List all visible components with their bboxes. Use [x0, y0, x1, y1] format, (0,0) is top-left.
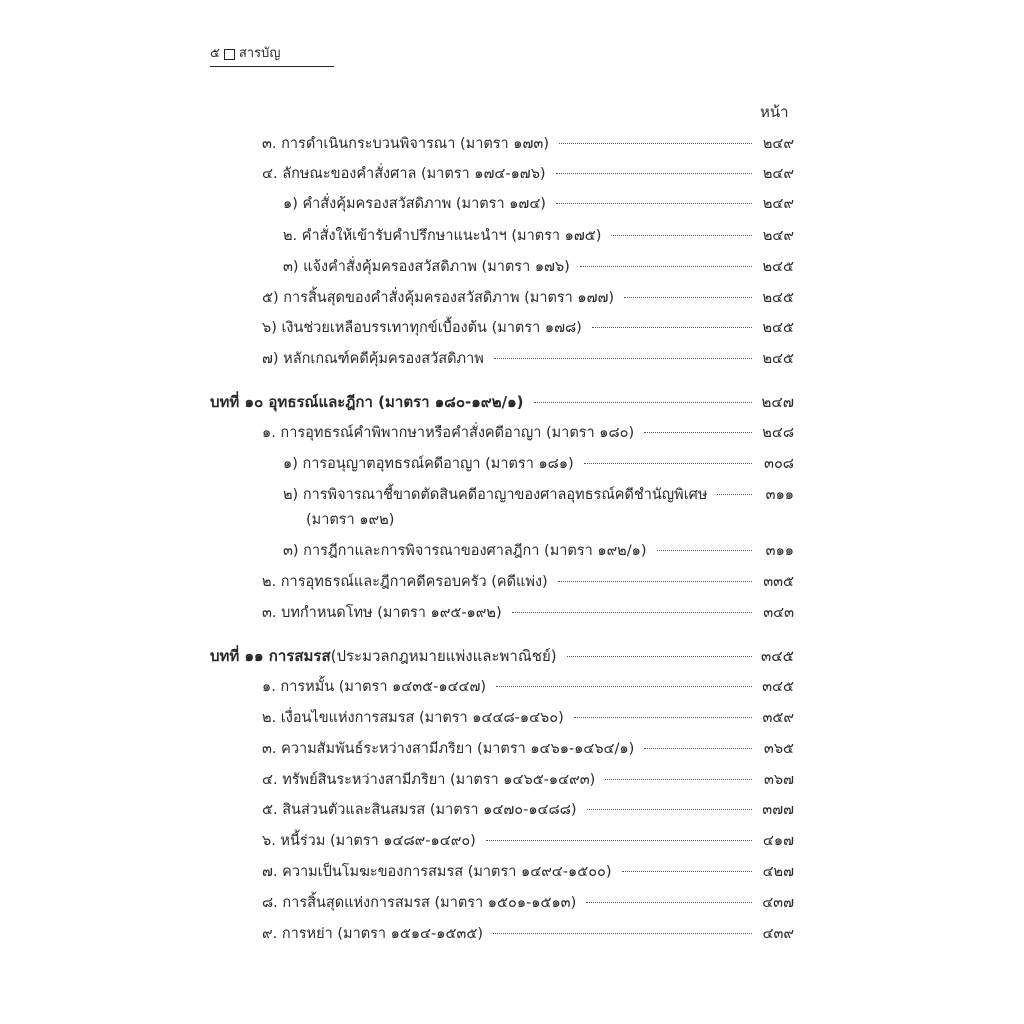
toc-chapter-heading — [210, 646, 794, 666]
leader-dots — [534, 402, 753, 403]
leader-dots — [605, 779, 752, 780]
toc-entry-title: ๙. การหย่า (มาตรา ๑๕๑๔-๑๕๓๕) — [262, 926, 483, 942]
leader-dots — [496, 686, 752, 687]
toc-entry — [283, 454, 794, 474]
toc-entry-title: ๗) หลักเกณฑ์คดีคุ้มครองสวัสดิภาพ — [262, 351, 484, 367]
toc-entry-title: ๘. การสิ้นสุดแห่งการสมรส (มาตรา ๑๕๐๑-๑๕๑๓) — [262, 895, 577, 911]
toc-entry — [262, 708, 794, 728]
leader-dots — [611, 235, 752, 236]
toc-entry — [262, 862, 794, 882]
toc-chapter-heading — [210, 392, 794, 412]
toc-entry-page: ๔๒๗ — [762, 864, 794, 880]
page-header — [210, 42, 334, 67]
toc-entry-continuation: (มาตรา ๑๙๒) — [306, 512, 395, 528]
leader-dots — [622, 871, 752, 872]
toc-entry-page: ๓๖๗ — [763, 772, 794, 788]
toc-entry-page: ๓๔๕ — [761, 647, 794, 665]
leader-dots — [644, 748, 752, 749]
leader-dots — [624, 297, 752, 298]
toc-entry-page: ๔๓๙ — [762, 926, 794, 942]
leader-dots — [559, 143, 752, 144]
toc-entry — [283, 485, 794, 505]
toc-entry-page: ๒๔๙ — [762, 166, 794, 182]
toc-entry-title: ๖) เงินช่วยเหลือบรรเทาทุกข์เบื้องต้น (มาตรา ๑๗๘) — [262, 320, 582, 336]
toc-entry — [262, 318, 794, 338]
toc-entry-title: ๔. ทรัพย์สินระหว่างสามีภริยา (มาตรา ๑๔๖๕-๑๔๙๓) — [262, 772, 596, 788]
toc-entry-page: ๓๔๓ — [763, 605, 794, 621]
toc-entry-page: ๒๔๙ — [762, 228, 794, 244]
toc-entry-title: ๗. ความเป็นโมฆะของการสมรส (มาตรา ๑๔๙๔-๑๕๐๐) — [262, 864, 612, 880]
toc-entry-page: ๔๓๗ — [762, 895, 794, 911]
toc-entry — [283, 226, 794, 246]
toc-entry-title: ๒. เงื่อนไขแห่งการสมรส (มาตรา ๑๔๔๘-๑๔๖๐) — [262, 710, 564, 726]
toc-entry-page: ๒๔๕ — [762, 259, 794, 275]
toc-entry — [262, 423, 794, 443]
toc-entry — [262, 677, 794, 697]
toc-entry-title: ๖. หนี้ร่วม (มาตรา ๑๔๘๙-๑๔๙๐) — [262, 833, 476, 849]
toc-entry — [283, 541, 794, 561]
toc-entry-page: ๔๑๗ — [762, 833, 794, 849]
leader-dots — [512, 612, 752, 613]
toc-entry-title: ๑) คำสั่งคุ้มครองสวัสดิภาพ (มาตรา ๑๗๔) — [283, 196, 546, 212]
toc-entry-page: ๒๔๕ — [762, 290, 794, 306]
toc-entry-title: ๓. การดำเนินกระบวนพิจารณา (มาตรา ๑๗๓) — [262, 136, 549, 152]
leader-dots — [556, 173, 752, 174]
toc-entry-title: ๓) การฎีกาและการพิจารณาของศาลฎีกา (มาตรา ๑๙๒/๑) — [283, 543, 647, 559]
toc-entry — [283, 194, 794, 214]
leader-dots — [657, 550, 753, 551]
toc-entry — [262, 739, 794, 759]
toc-entry-page: ๓๐๘ — [764, 456, 794, 472]
toc-entry-page: ๒๔๗ — [761, 393, 794, 411]
page-column-label: หน้า — [760, 103, 789, 121]
toc-entry-page: ๓๑๑ — [765, 543, 794, 559]
leader-dots — [580, 266, 752, 267]
toc-entry-page: ๒๔๘ — [762, 425, 794, 441]
toc-entry-page: ๓๗๗ — [762, 802, 794, 818]
toc-entry — [262, 800, 794, 820]
leader-dots — [558, 581, 752, 582]
toc-entry-page: ๓๑๑ — [765, 487, 794, 503]
toc-entry — [262, 770, 794, 790]
leader-dots — [493, 933, 752, 934]
toc-entry-title: ๓. ความสัมพันธ์ระหว่างสามีภริยา (มาตรา ๑๔๖๑-๑๔๖๔/๑) — [262, 741, 635, 757]
toc-entry-title: ๓) แจ้งคำสั่งคุ้มครองสวัสดิภาพ (มาตรา ๑๗๖) — [283, 259, 570, 275]
leader-dots — [567, 656, 752, 657]
leader-dots — [586, 902, 752, 903]
toc-entry-page: ๒๔๕ — [762, 351, 794, 367]
leader-dots — [574, 717, 752, 718]
leader-dots — [587, 809, 752, 810]
leader-dots — [494, 358, 752, 359]
toc-entry-page: ๒๔๙ — [762, 196, 794, 212]
toc-entry — [262, 831, 794, 851]
square-bullet-icon — [224, 49, 235, 60]
toc-entry-title: ๕. สินส่วนตัวและสินสมรส (มาตรา ๑๔๗๐-๑๔๘๘) — [262, 802, 577, 818]
toc-entry-page: ๒๔๕ — [762, 320, 794, 336]
toc-entry — [262, 134, 794, 154]
toc-entry — [262, 288, 794, 308]
toc-entry-page: ๓๖๕ — [763, 741, 794, 757]
toc-entry-title: ๕) การสิ้นสุดของคำสั่งคุ้มครองสวัสดิภาพ (มาตรา ๑๗๗) — [262, 290, 615, 306]
toc-entry-title: ๔. ลักษณะของคำสั่งศาล (มาตรา ๑๗๔-๑๗๖) — [262, 166, 546, 182]
toc-entry — [262, 164, 794, 184]
leader-dots — [486, 840, 752, 841]
leader-dots — [717, 494, 752, 495]
toc-entry-title: ๒) การพิจารณาชี้ขาดตัดสินคดีอาญาของศาลอุทธรณ์คดีชำนัญพิเศษ — [283, 487, 708, 503]
leader-dots — [592, 327, 752, 328]
leader-dots — [584, 463, 752, 464]
toc-entry-title: ๑. การอุทธรณ์คำพิพากษาหรือคำสั่งคดีอาญา (มาตรา ๑๘๐) — [262, 425, 635, 441]
header-page-number: ๕ — [210, 46, 220, 61]
toc-entry-title: ๒. คำสั่งให้เข้ารับคำปรึกษาแนะนำฯ (มาตรา ๑๗๕) — [283, 228, 602, 244]
toc-entry — [262, 893, 794, 913]
toc-entry-title: ๑. การหมั้น (มาตรา ๑๔๓๕-๑๔๔๗) — [262, 679, 487, 695]
toc-entry-title: บทที่ ๑๐ อุทธรณ์และฎีกา (มาตรา ๑๘๐-๑๙๒/๑) — [210, 393, 524, 411]
toc-entry-title: ๒. การอุทธรณ์และฎีกาคดีครอบครัว (คดีแพ่ง) — [262, 574, 548, 590]
toc-entry-page: ๒๔๙ — [762, 136, 794, 152]
toc-entry-title: ๓. บทกำหนดโทษ (มาตรา ๑๙๕-๑๙๒) — [262, 605, 502, 621]
toc-entry-title: บทที่ ๑๑ การสมรส — [210, 647, 331, 665]
toc-entry — [262, 924, 794, 944]
header-section-title: สารบัญ — [238, 46, 281, 61]
leader-dots — [644, 432, 752, 433]
toc-entry — [262, 603, 794, 623]
toc-entry — [262, 349, 794, 369]
toc-entry-page: ๓๓๕ — [763, 574, 794, 590]
toc-entry-page: ๓๕๙ — [762, 710, 794, 726]
toc-entry-subtitle: (ประมวลกฎหมายแพ่งและพาณิชย์) — [330, 647, 557, 665]
toc-entry-page: ๓๔๕ — [762, 679, 794, 695]
toc-entry — [262, 572, 794, 592]
toc-entry — [283, 257, 794, 277]
leader-dots — [556, 203, 752, 204]
toc-entry-title: ๑) การอนุญาตอุทธรณ์คดีอาญา (มาตรา ๑๘๑) — [283, 456, 574, 472]
